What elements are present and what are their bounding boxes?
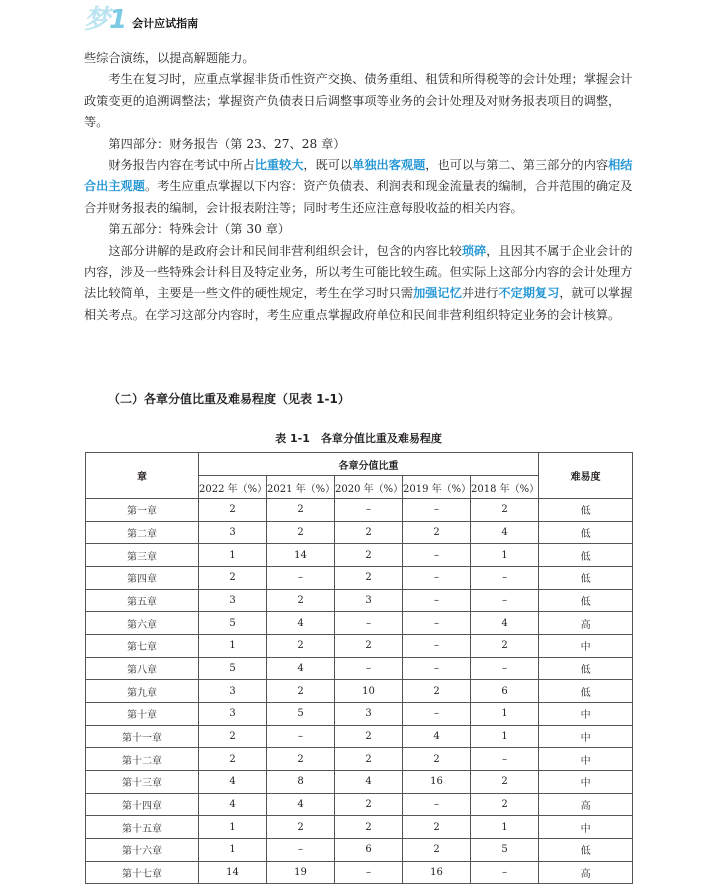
value-cell: 5 [199,657,267,680]
value-cell: 2 [471,770,539,793]
value-cell: 3 [199,589,267,612]
value-cell: – [471,657,539,680]
value-cell: 1 [471,544,539,567]
value-cell: 2 [267,816,335,839]
value-cell: 5 [199,612,267,635]
value-cell: 2 [403,680,471,703]
value-cell: 3 [335,589,403,612]
value-cell: – [403,499,471,522]
value-cell: 2 [335,634,403,657]
part-five-heading: 第五部分：特殊会计（第 30 章） [108,222,291,237]
value-cell: – [471,589,539,612]
value-cell: 19 [267,861,335,884]
difficulty-cell: 中 [539,725,633,748]
difficulty-cell: 中 [539,816,633,839]
value-cell: 2 [335,793,403,816]
highlight-text: 加强记忆 [413,286,462,301]
logo-main: 梦 [84,5,110,35]
value-cell: 2 [267,680,335,703]
value-cell: – [267,838,335,861]
table-row [86,838,633,861]
score-weight-table [85,452,633,884]
value-cell: 1 [199,544,267,567]
difficulty-cell: 高 [539,793,633,816]
year-header: 2018 年（%） [471,476,539,499]
table-row [86,589,633,612]
value-cell: – [403,793,471,816]
value-cell: 4 [335,770,403,793]
value-cell: 6 [335,838,403,861]
value-cell: – [471,748,539,771]
chapter-cell: 第五章 [86,589,199,612]
highlight-text: 不定期复习 [498,286,560,301]
value-cell: 4 [267,612,335,635]
value-cell: 2 [403,748,471,771]
part-four-heading: 第四部分：财务报告（第 23、27、28 章） [108,136,346,151]
value-cell: – [471,861,539,884]
value-cell: – [403,566,471,589]
table-row [86,566,633,589]
chapter-cell: 第十五章 [86,816,199,839]
table-row [86,657,633,680]
paragraph-4: 财务报告内容在考试中所占比重较大，既可以单独出客观题，也可以与第二、第三部分的内容相结合出主观题。考生应重点掌握以下内容：资产负债表、利润表和现金流量表的编制，合并范围的确定及合并财务报表的编制，会计报表附注等；同时考生还应注意每股收益的相关内容。 [84,158,633,215]
value-cell: 2 [403,816,471,839]
value-cell: – [403,544,471,567]
value-cell: – [335,657,403,680]
value-cell: 2 [335,566,403,589]
difficulty-cell: 低 [539,680,633,703]
chapter-cell: 第十章 [86,702,199,725]
value-cell: 1 [471,725,539,748]
value-cell: 2 [471,634,539,657]
section-title: （二）各章分值比重及难易程度（见表 1-1） [108,392,350,406]
value-cell: 8 [267,770,335,793]
difficulty-header: 难易度 [539,453,633,499]
value-cell: 2 [471,499,539,522]
chapter-cell: 第三章 [86,544,199,567]
chapter-cell: 第十四章 [86,793,199,816]
value-cell: 2 [335,816,403,839]
value-cell: 2 [335,748,403,771]
paragraph-6: 这部分讲解的是政府会计和民间非营利组织会计，包含的内容比较琐碎，且因其不属于企业会计的内容，涉及一些特殊会计科目及特定业务，所以考生可能比较生疏。但实际上这部分内容的会计处理方法比较简单，主要是一些文件的硬性规定，考生在学习时只需加强记忆并进行不定期复习，就可以掌握相关考点。在学习这部分内容时，考生应重点掌握政府单位和民间非营利组织特定业务的会计核算。 [84,243,633,322]
value-cell: 4 [403,725,471,748]
table-row [86,612,633,635]
table-caption: 表 1-1 各章分值比重及难易程度 [275,432,442,445]
table-row [86,680,633,703]
value-cell: 4 [199,770,267,793]
chapter-cell: 第七章 [86,634,199,657]
value-cell: 5 [471,838,539,861]
table-row [86,499,633,522]
value-cell: – [335,612,403,635]
table-row [86,634,633,657]
value-cell: 10 [335,680,403,703]
difficulty-cell: 低 [539,544,633,567]
value-cell: 3 [199,702,267,725]
chapter-cell: 第一章 [86,499,199,522]
value-cell: 2 [335,521,403,544]
value-cell: 2 [403,838,471,861]
score-group-header: 各章分值比重 [199,453,539,476]
chapter-cell: 第九章 [86,680,199,703]
value-cell: – [403,634,471,657]
paragraph-1: 些综合演练，以提高解题能力。 [84,51,255,65]
value-cell: – [267,566,335,589]
value-cell: 3 [199,680,267,703]
table-row [86,816,633,839]
value-cell: – [471,566,539,589]
difficulty-cell: 低 [539,566,633,589]
difficulty-cell: 低 [539,657,633,680]
table-body [86,499,633,884]
year-header: 2021 年（%） [267,476,335,499]
value-cell: 2 [199,748,267,771]
difficulty-cell: 高 [539,861,633,884]
value-cell: 14 [199,861,267,884]
chapter-cell: 第十二章 [86,748,199,771]
value-cell: 1 [199,816,267,839]
value-cell: 1 [471,702,539,725]
difficulty-cell: 中 [539,702,633,725]
value-cell: 4 [267,657,335,680]
table-row [86,725,633,748]
value-cell: 2 [471,793,539,816]
value-cell: – [403,612,471,635]
value-cell: – [267,725,335,748]
paragraph-2: 考生在复习时，应重点掌握非货币性资产交换、债务重组、租赁和所得税等的会计处理；掌握会计政策变更的追溯调整法；掌握资产负债表日后调整事项等业务的会计处理及对财务报表项目的调整，等。 [84,72,633,130]
year-header: 2019 年（%） [403,476,471,499]
chapter-cell: 第十六章 [86,838,199,861]
chapter-cell: 第十一章 [86,725,199,748]
chapter-header: 章 [86,453,199,499]
value-cell: 1 [199,838,267,861]
chapter-cell: 第八章 [86,657,199,680]
year-header: 2020 年（%） [335,476,403,499]
value-cell: 4 [199,793,267,816]
logo-number: 1 [109,5,127,35]
difficulty-cell: 低 [539,838,633,861]
value-cell: 2 [267,521,335,544]
table-row [86,861,633,884]
year-header: 2022 年（%） [199,476,267,499]
value-cell: 2 [267,634,335,657]
table-row [86,793,633,816]
difficulty-cell: 低 [539,521,633,544]
value-cell: 4 [267,793,335,816]
highlight-text: 单独出客观题 [352,158,426,173]
value-cell: 1 [199,634,267,657]
chapter-cell: 第十七章 [86,861,199,884]
value-cell: 2 [403,521,471,544]
value-cell: 2 [335,725,403,748]
value-cell: – [403,589,471,612]
value-cell: 16 [403,861,471,884]
chapter-cell: 第二章 [86,521,199,544]
brand-logo [84,6,126,34]
difficulty-cell: 中 [539,770,633,793]
value-cell: 1 [471,816,539,839]
table-row [86,544,633,567]
chapter-cell: 第六章 [86,612,199,635]
difficulty-cell: 高 [539,612,633,635]
value-cell: 4 [471,521,539,544]
body-text [84,48,634,326]
value-cell: 3 [335,702,403,725]
difficulty-cell: 低 [539,589,633,612]
chapter-cell: 第十三章 [86,770,199,793]
highlight-text: 相结合出主观题 [84,158,633,194]
value-cell: 5 [267,702,335,725]
value-cell: 2 [335,544,403,567]
table-row [86,521,633,544]
value-cell: 6 [471,680,539,703]
value-cell: 16 [403,770,471,793]
value-cell: 14 [267,544,335,567]
value-cell: 2 [267,748,335,771]
table-row [86,770,633,793]
value-cell: – [335,861,403,884]
highlight-text: 比重较大 [254,158,304,173]
value-cell: 3 [199,521,267,544]
value-cell: 2 [199,499,267,522]
value-cell: – [335,499,403,522]
value-cell: 2 [199,725,267,748]
value-cell: – [403,657,471,680]
page-header [84,6,198,34]
difficulty-cell: 低 [539,499,633,522]
highlight-text: 琐碎 [461,243,487,258]
header-title: 会计应试指南 [132,17,199,30]
table-row [86,748,633,771]
difficulty-cell: 中 [539,748,633,771]
value-cell: 2 [199,566,267,589]
value-cell: – [403,702,471,725]
value-cell: 2 [267,589,335,612]
chapter-cell: 第四章 [86,566,199,589]
value-cell: 2 [267,499,335,522]
value-cell: 4 [471,612,539,635]
table-row [86,702,633,725]
difficulty-cell: 中 [539,634,633,657]
